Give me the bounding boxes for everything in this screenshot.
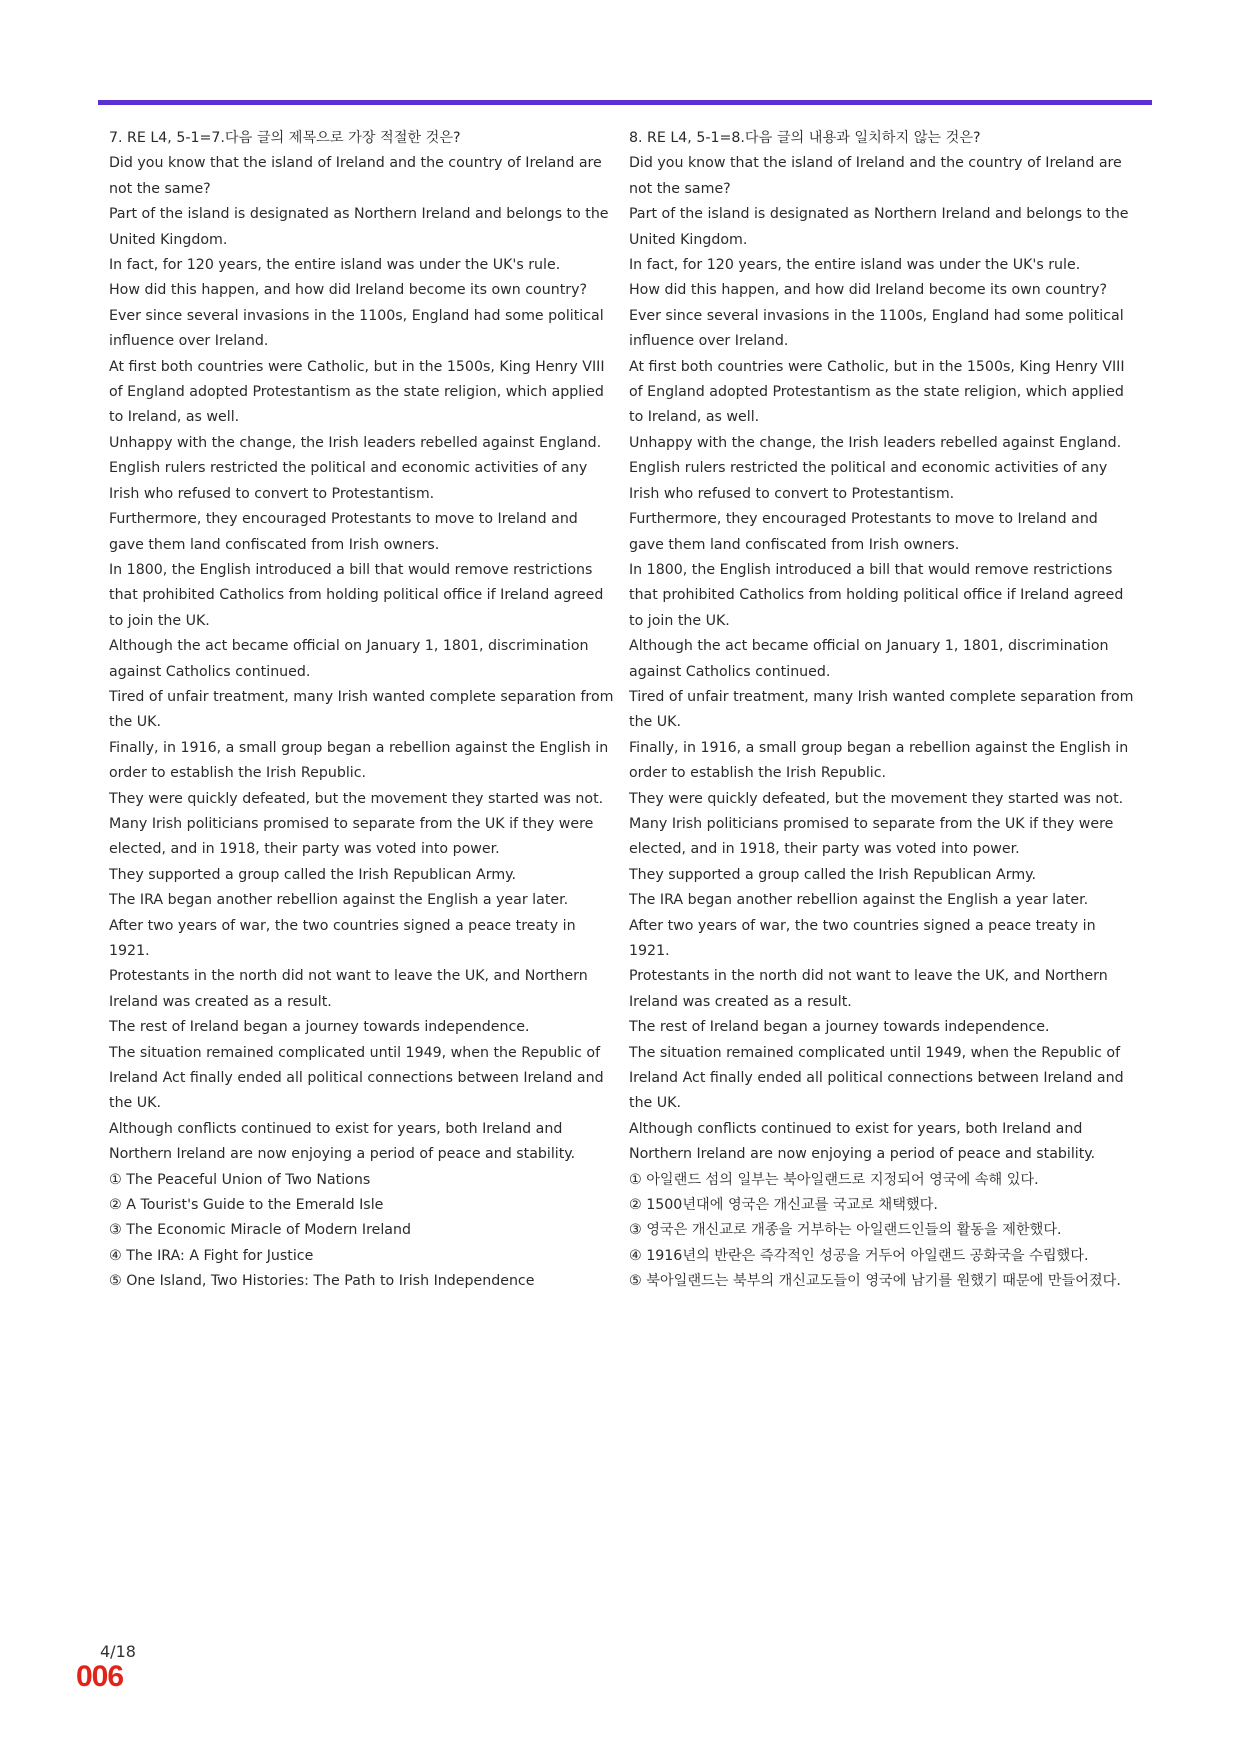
question-7-options-line: ② A Tourist's Guide to the Emerald Isle: [109, 1197, 384, 1214]
question-8-options: [629, 1168, 1134, 1295]
question-8: [629, 126, 1134, 1295]
question-7-heading: 7. RE L4, 5-1=7.다음 글의 제목으로 가장 적절한 것은?: [109, 130, 461, 146]
question-8-passage-line: Did you know that the island of Ireland and the country of Ireland are not the same?: [629, 155, 1122, 197]
question-8-passage-line: Protestants in the north did not want to leave the UK, and Northern Ireland was created as a result.: [629, 968, 1108, 1010]
question-8-passage: [629, 151, 1134, 1167]
question-7: [109, 126, 614, 1295]
question-7-passage-line: Tired of unfair treatment, many Irish wanted complete separation from the UK.: [109, 688, 614, 731]
question-7-passage-line: Ever since several invasions in the 1100s, England had some political influence over Ireland.: [109, 307, 604, 350]
question-7-passage-line: In 1800, the English introduced a bill that would remove restrictions that prohibited Catholics from holding political office if Ireland agreed to join the UK.: [109, 561, 604, 629]
question-8-passage-line: Ever since several invasions in the 1100s, England had some political influence over Ireland.: [629, 307, 1124, 350]
top-divider: [98, 100, 1152, 105]
question-8-passage-line: After two years of war, the two countries signed a peace treaty in 1921.: [629, 917, 1096, 959]
question-7-passage-line: Finally, in 1916, a small group began a rebellion against the English in order to establish the Irish Republic.: [109, 739, 609, 782]
question-7-passage-line: Part of the island is designated as Northern Ireland and belongs to the United Kingdom.: [109, 206, 609, 248]
question-8-passage-line: Many Irish politicians promised to separate from the UK if they were elected, and in 1918, their party was voted into power.: [629, 815, 1114, 858]
question-7-passage-line: Many Irish politicians promised to separate from the UK if they were elected, and in 1918, their party was voted into power.: [109, 815, 594, 858]
question-7-passage-line: English rulers restricted the political and economic activities of any Irish who refused to convert to Protestantism.: [109, 460, 588, 502]
question-7-passage-line: Unhappy with the change, the Irish leaders rebelled against England.: [109, 434, 602, 451]
question-7-passage-line: In fact, for 120 years, the entire island was under the UK's rule.: [109, 257, 561, 274]
question-7-passage-line: Although conflicts continued to exist for years, both Ireland and Northern Ireland are now enjoying a period of peace and stability.: [109, 1120, 576, 1163]
question-8-passage-line: The IRA began another rebellion against the English a year later.: [629, 892, 1089, 909]
question-7-options-line: ⑤ One Island, Two Histories: The Path to Irish Independence: [109, 1273, 535, 1290]
question-8-options-line: ① 아일랜드 섬의 일부는 북아일랜드로 지정되어 영국에 속해 있다.: [629, 1171, 1039, 1188]
question-8-passage-line: In 1800, the English introduced a bill that would remove restrictions that prohibited Catholics from holding political office if Ireland agreed to join the UK.: [629, 561, 1124, 629]
question-8-passage-line: Although conflicts continued to exist for years, both Ireland and Northern Ireland are now enjoying a period of peace and stability.: [629, 1120, 1096, 1163]
question-8-passage-line: English rulers restricted the political and economic activities of any Irish who refused to convert to Protestantism.: [629, 460, 1108, 502]
question-7-passage-line: Did you know that the island of Ireland and the country of Ireland are not the same?: [109, 155, 602, 197]
question-7-passage-line: How did this happen, and how did Ireland become its own country?: [109, 282, 588, 299]
question-8-heading: 8. RE L4, 5-1=8.다음 글의 내용과 일치하지 않는 것은?: [629, 130, 981, 146]
question-7-passage-line: They were quickly defeated, but the movement they started was not.: [109, 790, 604, 807]
question-8-passage-line: Unhappy with the change, the Irish leaders rebelled against England.: [629, 434, 1122, 451]
question-7-passage-line: The IRA began another rebellion against the English a year later.: [109, 892, 569, 909]
question-8-passage-line: In fact, for 120 years, the entire island was under the UK's rule.: [629, 257, 1081, 274]
question-7-passage-line: Furthermore, they encouraged Protestants to move to Ireland and gave them land confiscated from Irish owners.: [109, 511, 578, 553]
question-8-options-line: ④ 1916년의 반란은 즉각적인 성공을 거두어 아일랜드 공화국을 수립했다.: [629, 1247, 1089, 1264]
question-8-passage-line: Although the act became official on January 1, 1801, discrimination against Catholics continued.: [629, 638, 1109, 680]
question-7-passage-line: Protestants in the north did not want to leave the UK, and Northern Ireland was created as a result.: [109, 968, 588, 1010]
question-7-options-line: ③ The Economic Miracle of Modern Ireland: [109, 1222, 411, 1239]
question-8-passage-line: Finally, in 1916, a small group began a rebellion against the English in order to establish the Irish Republic.: [629, 739, 1129, 782]
question-8-passage-line: They were quickly defeated, but the movement they started was not.: [629, 790, 1124, 807]
question-8-passage-line: How did this happen, and how did Ireland become its own country?: [629, 282, 1108, 299]
question-8-passage-line: Part of the island is designated as Northern Ireland and belongs to the United Kingdom.: [629, 206, 1129, 248]
question-8-passage-line: The rest of Ireland began a journey towards independence.: [629, 1019, 1050, 1036]
page-number-badge: 006: [76, 1660, 124, 1693]
question-8-options-line: ③ 영국은 개신교로 개종을 거부하는 아일랜드인들의 활동을 제한했다.: [629, 1222, 1062, 1239]
question-7-passage: [109, 151, 614, 1167]
question-7-options: [109, 1168, 614, 1295]
question-7-passage-line: Although the act became official on January 1, 1801, discrimination against Catholics continued.: [109, 638, 589, 680]
question-8-passage-line: Furthermore, they encouraged Protestants to move to Ireland and gave them land confiscated from Irish owners.: [629, 511, 1098, 553]
question-7-passage-line: After two years of war, the two countries signed a peace treaty in 1921.: [109, 917, 576, 959]
question-7-options-line: ① The Peaceful Union of Two Nations: [109, 1171, 371, 1188]
page-indicator: 4/18: [100, 1642, 136, 1661]
question-8-passage-line: At first both countries were Catholic, but in the 1500s, King Henry VIII of England adopted Protestantism as the state religion, which applied to Ireland, as well.: [629, 358, 1125, 426]
question-7-passage-line: At first both countries were Catholic, but in the 1500s, King Henry VIII of England adopted Protestantism as the state religion, which applied to Ireland, as well.: [109, 358, 605, 426]
question-8-passage-line: They supported a group called the Irish Republican Army.: [629, 866, 1037, 883]
question-7-passage-line: They supported a group called the Irish Republican Army.: [109, 866, 517, 883]
question-8-passage-line: The situation remained complicated until 1949, when the Republic of Ireland Act finally ended all political connections between Ireland and the UK.: [629, 1044, 1124, 1112]
question-8-options-line: ⑤ 북아일랜드는 북부의 개신교도들이 영국에 남기를 원했기 때문에 만들어졌다.: [629, 1273, 1121, 1290]
question-8-passage-line: Tired of unfair treatment, many Irish wanted complete separation from the UK.: [629, 688, 1134, 731]
question-7-passage-line: The situation remained complicated until 1949, when the Republic of Ireland Act finally ended all political connections between Ireland and the UK.: [109, 1044, 604, 1112]
question-8-options-line: ② 1500년대에 영국은 개신교를 국교로 채택했다.: [629, 1197, 938, 1214]
question-7-passage-line: The rest of Ireland began a journey towards independence.: [109, 1019, 530, 1036]
question-7-options-line: ④ The IRA: A Fight for Justice: [109, 1247, 314, 1264]
